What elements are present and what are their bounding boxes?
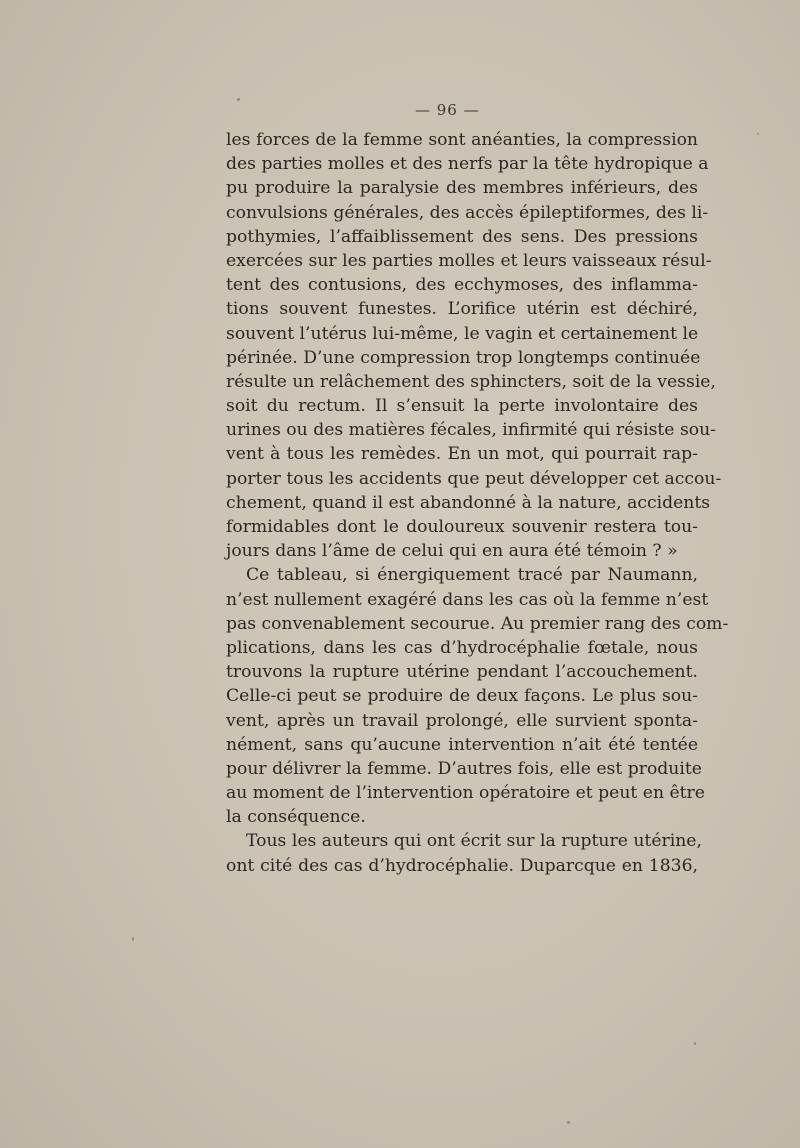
text-line: Celle-ci peut se produire de deux façons. Le plus sou- (226, 686, 698, 707)
paper-speck (567, 1121, 570, 1124)
text-line: tions souvent funestes. L’orifice utérin est déchiré, (226, 299, 698, 320)
text-line: tent des contusions, des ecchymoses, des inflamma- (226, 275, 698, 296)
text-line: Ce tableau, si énergiquement tracé par Naumann, (246, 565, 698, 586)
text-line: porter tous les accidents que peut développer cet accou- (226, 468, 722, 489)
page-number: — 96 — (415, 101, 480, 119)
text-line: pu produire la paralysie des membres inférieurs, des (226, 178, 698, 199)
text-line: convulsions générales, des accès épileptiformes, des li- (226, 202, 709, 223)
text-line: formidables dont le douloureux souvenir restera tou- (226, 517, 698, 537)
text-line: la conséquence. (226, 807, 366, 828)
paper-speck (757, 133, 759, 135)
text-line: résulte un relâchement des sphincters, soit de la vessie, (226, 371, 716, 392)
text-line: soit du rectum. Il s’ensuit la perte involontaire des (226, 396, 698, 417)
text-line: nément, sans qu’aucune intervention n’ait été tentée (226, 734, 698, 755)
text-line: plications, dans les cas d’hydrocéphalie fœtale, nous (226, 637, 698, 658)
text-line: les forces de la femme sont anéanties, la compression (226, 130, 698, 150)
text-line: ont cité des cas d’hydrocéphalie. Duparcque en 1836, (226, 855, 698, 876)
text-line: pothymies, l’affaiblissement des sens. Des pressions (226, 226, 698, 247)
body-text (226, 128, 729, 878)
text-line: pas convenablement secourue. Au premier rang des com- (226, 613, 729, 634)
text-line: jours dans l’âme de celui qui en aura été témoin ? » (226, 541, 678, 562)
text-line: chement, quand il est abandonné à la nature, accidents (226, 492, 711, 513)
text-line: n’est nullement exagéré dans les cas où la femme n’est (226, 589, 709, 610)
text-line: urines ou des matières fécales, infirmité qui résiste sou- (226, 420, 716, 441)
text-line: trouvons la rupture utérine pendant l’accouchement. (226, 662, 698, 683)
text-line: exercées sur les parties molles et leurs vaisseaux résul- (226, 250, 712, 271)
text-line: périnée. D’une compression trop longtemps continuée (226, 347, 701, 368)
text-line: vent à tous les remèdes. En un mot, qui pourrait rap- (226, 444, 698, 465)
text-line: vent, après un travail prolongé, elle survient sponta- (226, 710, 698, 731)
paper-speck (694, 1042, 696, 1045)
paper-speck (132, 937, 134, 941)
text-line: pour délivrer la femme. D’autres fois, elle est produite (226, 758, 702, 779)
text-line: des parties molles et des nerfs par la tête hydropique a (226, 154, 709, 175)
text-line: au moment de l’intervention opératoire et peut en être (226, 783, 705, 804)
text-line: souvent l’utérus lui-même, le vagin et certainement le (226, 323, 699, 344)
text-line: Tous les auteurs qui ont écrit sur la rupture utérine, (246, 831, 702, 852)
paper-speck (237, 98, 240, 101)
